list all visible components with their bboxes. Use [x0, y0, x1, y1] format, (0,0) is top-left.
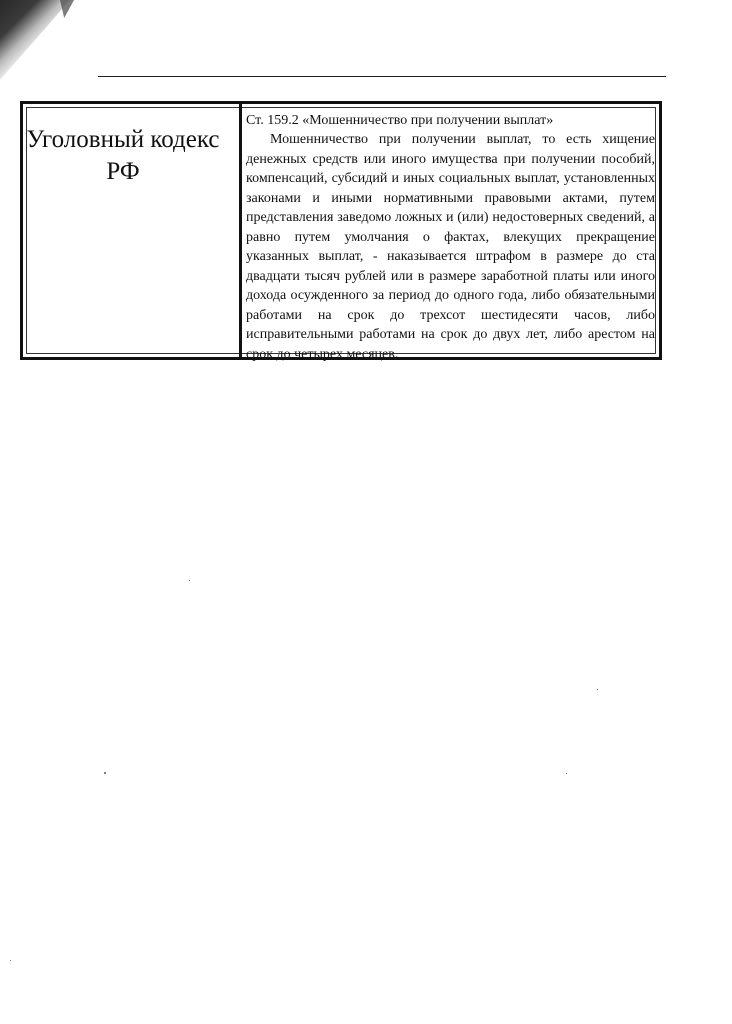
scan-speck	[104, 772, 106, 774]
scan-speck	[566, 773, 567, 774]
scan-speck	[189, 580, 190, 581]
scan-speck	[10, 960, 11, 961]
header-rule	[98, 76, 666, 77]
article-cell	[242, 104, 659, 362]
article-heading: Ст. 159.2 «Мошенничество при получении выплат»	[246, 113, 554, 128]
law-table	[20, 101, 662, 360]
code-name: Уголовный кодекс РФ	[26, 126, 220, 185]
article-text: Мошенничество при получении выплат, то есть хищение денежных средств или иного имущества при получении пособий, компенсаций, субсидий и иных социальных выплат, установленных законами и иными нормативными правовыми актами, путем представления заведомо ложных и (или) недостоверных сведений, а равно путем умолчания о фактах, влекущих прекращение указанных выплат, - наказывается штрафом в размере до ста двадцати тысяч рублей или в размере заработной платы или иного дохода осужденного за период до одного года, либо обязательными работами на срок до трехсот шестидесяти часов, либо исправительными работами на срок до двух лет, либо арестом на срок до четырех месяцев.	[246, 132, 655, 362]
scan-speck	[597, 689, 598, 690]
code-cell	[23, 104, 242, 357]
